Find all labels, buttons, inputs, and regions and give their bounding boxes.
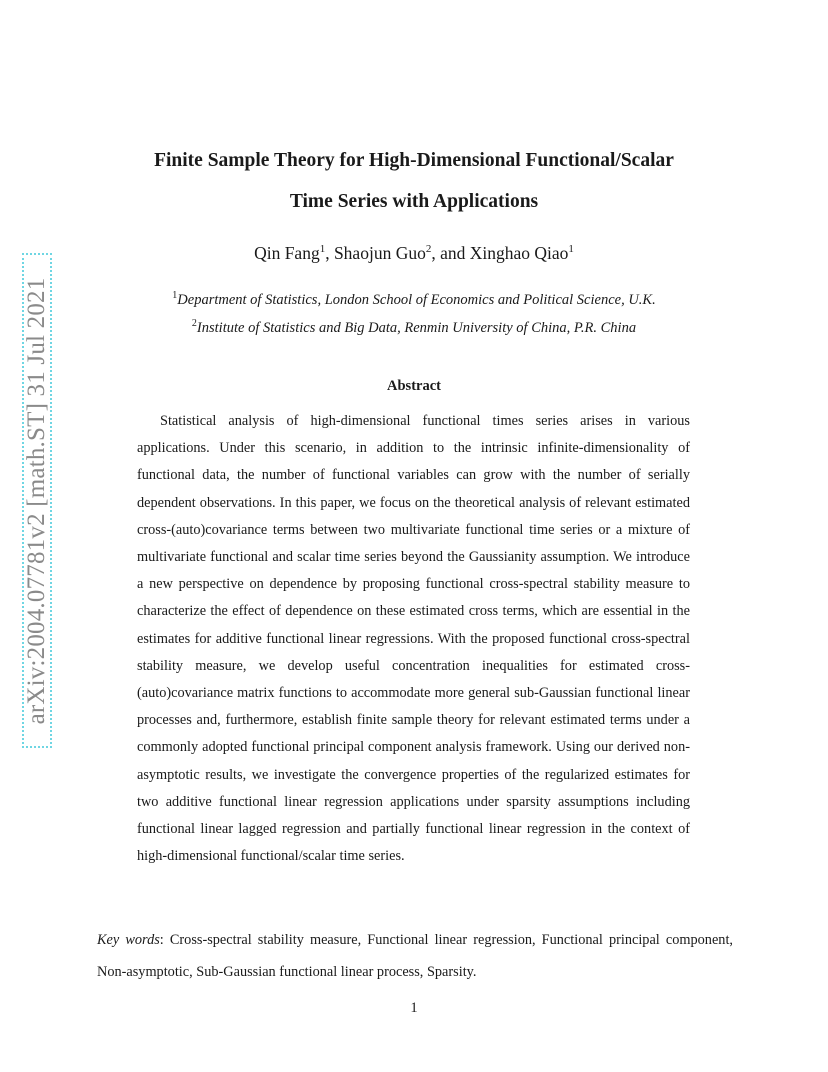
paper-title [80,140,748,222]
author-name: Qin Fang [254,243,320,263]
author-name: Xinghao Qiao [469,243,569,263]
abstract-text: Statistical analysis of high-dimensional functional times series arises in various applications. Under this scenario, in addition to the intrinsic infinite-dimensionality of functional data, the number of functional variables can grow with the number of serially dependent observations. In this paper, we focus on the theoretical analysis of relevant estimated cross-(auto)covariance terms between two multivariate functional time series or a mixture of multivariate functional and scalar time series beyond the Gaussianity assumption. We introduce a new perspective on dependence by proposing functional cross-spectral stability measure to characterize the effect of dependence on these estimated cross terms, which are essential in the estimates for additive functional linear regressions. With the proposed functional cross-spectral stability measure, we develop useful concentration inequalities for estimated cross-(auto)covariance matrix functions to accommodate more general sub-Gaussian functional linear processes and, furthermore, establish finite sample theory for relevant estimated terms under a commonly adopted functional principal component analysis framework. Using our derived non-asymptotic results, we investigate the convergence properties of the regularized estimates for two additive functional linear regression applications under sparsity assumptions including functional linear lagged regression and partially functional linear regression in the context of high-dimensional functional/scalar time series. [137,413,690,865]
keywords-text: : Cross-spectral stability measure, Functional linear regression, Functional principal component, Non-asymptotic, Sub-Gaussian functional linear process, Sparsity. [97,932,733,980]
arxiv-identifier: arXiv:2004.07781v2 [math.ST] 31 Jul 2021 [23,277,50,724]
author-affiliation-mark: 2 [425,243,432,256]
author-separator: , [325,243,334,263]
affiliation-mark: 2 [191,318,197,329]
affiliation-text: Institute of Statistics and Big Data, Renmin University of China, P.R. China [196,319,637,336]
keywords-label: Key words [97,932,160,948]
affiliation-1 [80,290,748,309]
abstract-heading: Abstract [387,378,441,394]
affiliation-text: Department of Statistics, London School of Economics and Political Science, U.K. [177,291,656,308]
author-affiliation-mark: 1 [568,243,574,256]
author-separator: , and [431,243,470,263]
keywords [97,925,733,988]
title-line-1: Finite Sample Theory for High-Dimensional Functional/Scalar [154,150,674,171]
affiliation-mark: 1 [172,290,178,301]
author-name: Shaojun Guo [333,243,426,263]
affiliation-2 [80,318,748,337]
author-list [80,243,748,264]
author-affiliation-mark: 1 [319,243,326,256]
page-number: 1 [410,1000,418,1016]
arxiv-identifier-box [22,253,52,748]
title-line-2: Time Series with Applications [289,191,539,212]
